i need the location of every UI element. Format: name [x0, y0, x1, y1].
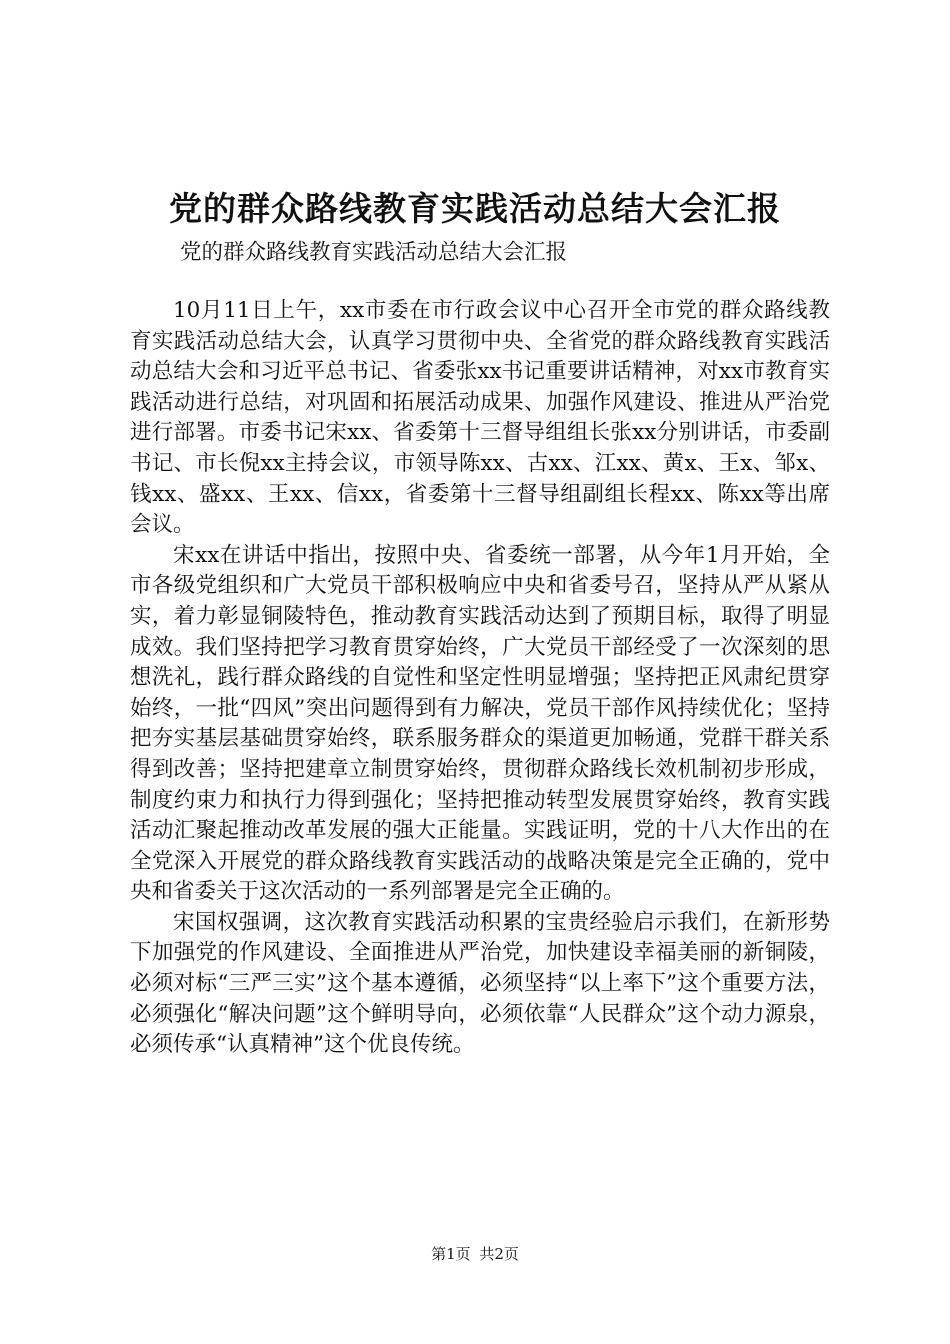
- body-paragraph: 宋xx在讲话中指出，按照中央、省委统一部署，从今年1月开始，全市各级党组织和广大党员干部积极响应中央和省委号召，坚持从严从紧从实，着力彰显铜陵特色，推动教育实践活动达到了预期目标，取得了明显成效。我们坚持把学习教育贯穿始终，广大党员干部经受了一次深刻的思想洗礼，践行群众路线的自觉性和坚定性明显增强；坚持把正风肃纪贯穿始终，一批“四风”突出问题得到有力解决，党员干部作风持续优化；坚持把夯实基层基础贯穿始终，联系服务群众的渠道更加畅通，党群干群关系得到改善；坚持把建章立制贯穿始终，贯彻群众路线长效机制初步形成，制度约束力和执行力得到强化；坚持把推动转型发展贯穿始终，教育实践活动汇聚起推动改革发展的强大正能量。实践证明，党的十八大作出的在全党深入开展党的群众路线教育实践活动的战略决策是完全正确的，党中央和省委关于这次活动的一系列部署是完全正确的。: [130, 542, 830, 905]
- page-total: 共2页: [479, 1245, 519, 1263]
- document-body: [130, 296, 830, 1061]
- document-subtitle: 党的群众路线教育实践活动总结大会汇报: [180, 240, 568, 265]
- page-number: 第1页: [431, 1245, 471, 1263]
- document-title: 党的群众路线教育实践活动总结大会汇报: [169, 189, 781, 228]
- body-paragraph: 宋国权强调，这次教育实践活动积累的宝贵经验启示我们，在新形势下加强党的作风建设、全面推进从严治党，加快建设幸福美丽的新铜陵，必须对标“三严三实”这个基本遵循，必须坚持“以上率下”这个重要方法，必须强化“解决问题”这个鲜明导向，必须依靠“人民群众”这个动力源泉，必须传承“认真精神”这个优良传统。: [130, 909, 830, 1058]
- body-paragraph: 10月11日上午，xx市委在市行政会议中心召开全市党的群众路线教育实践活动总结大会，认真学习贯彻中央、全省党的群众路线教育实践活动总结大会和习近平总书记、省委张xx书记重要讲话精神，对xx市教育实践活动进行总结，对巩固和拓展活动成果、加强作风建设、推进从严治党进行部署。市委书记宋xx、省委第十三督导组组长张xx分别讲话，市委副书记、市长倪xx主持会议，市领导陈xx、古xx、江xx、黄x、王x、邹x、钱xx、盛xx、王xx、信xx，省委第十三督导组副组长程xx、陈xx等出席会议。: [130, 298, 830, 538]
- page-footer: [0, 1244, 950, 1264]
